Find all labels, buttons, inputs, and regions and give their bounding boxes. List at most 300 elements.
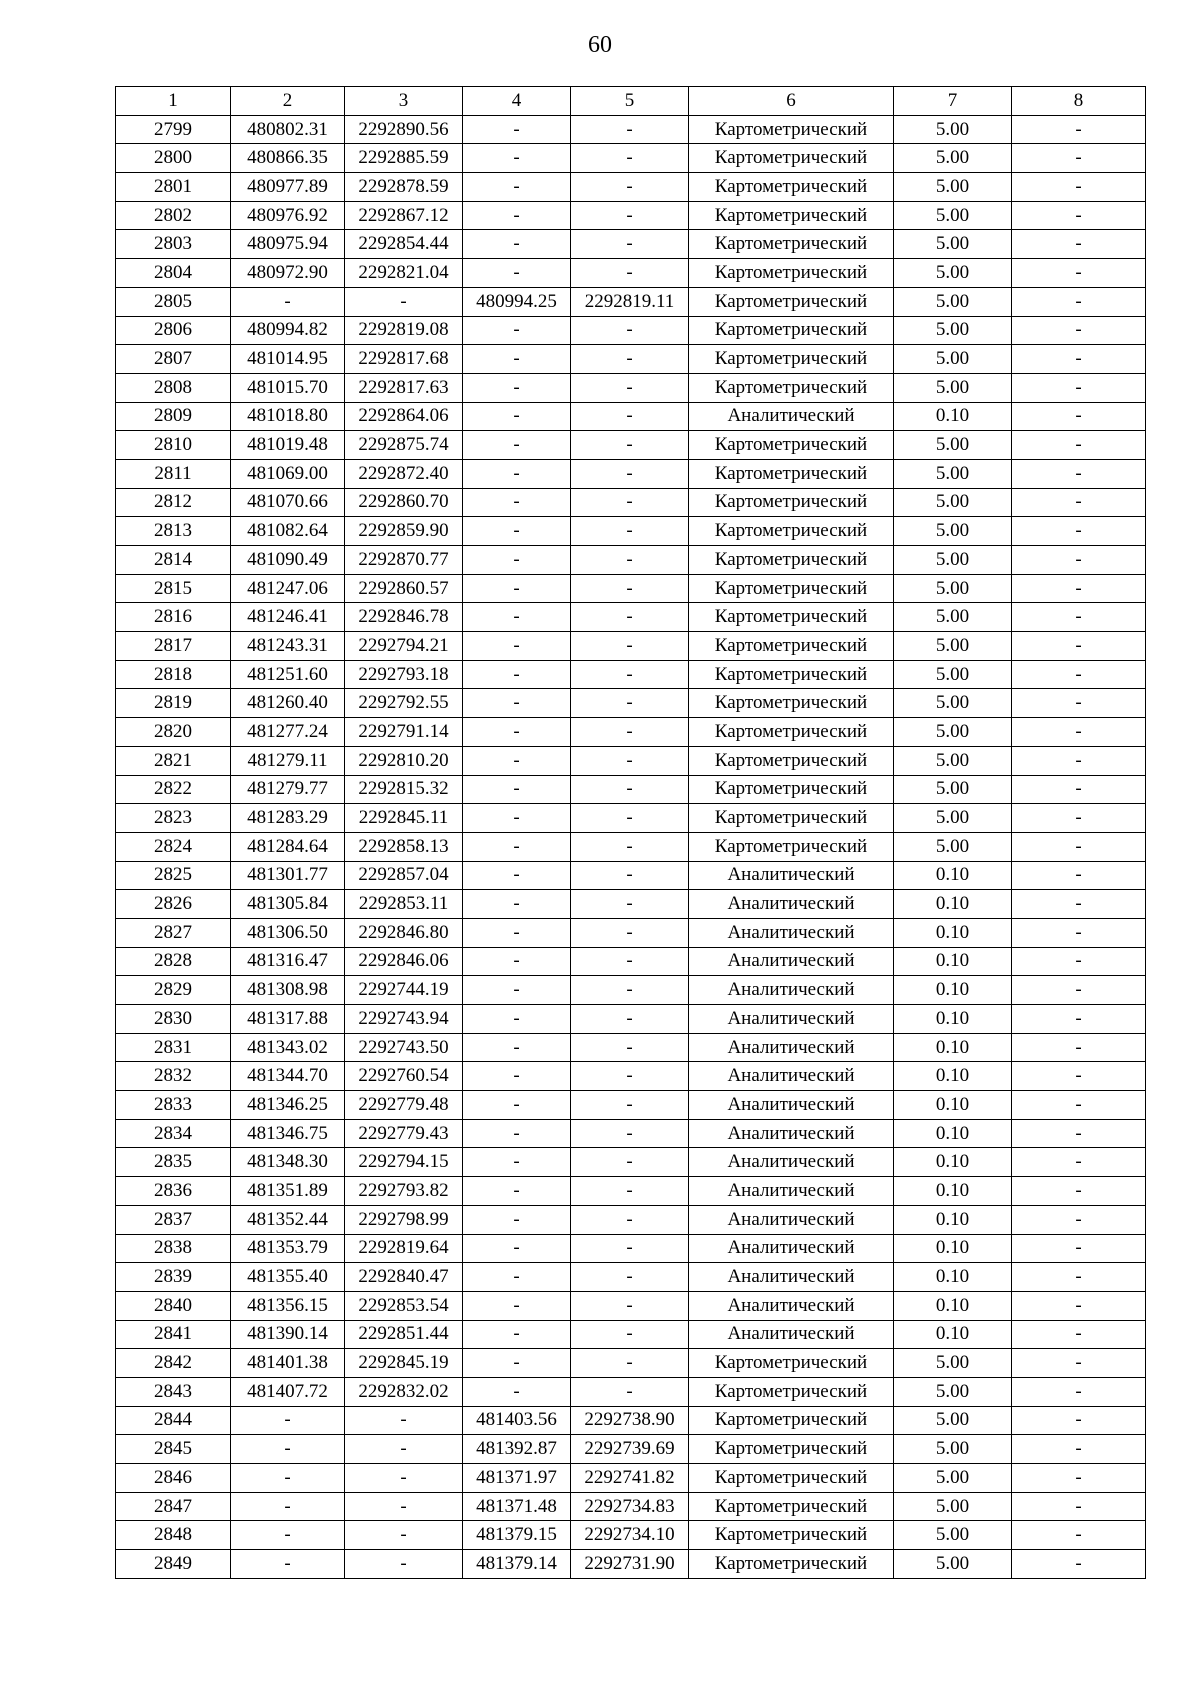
table-cell: 5.00 <box>894 603 1012 632</box>
table-cell: 2816 <box>116 603 231 632</box>
table-row <box>116 660 1146 689</box>
table-cell: - <box>1012 1062 1146 1091</box>
table-cell: - <box>231 1492 345 1521</box>
table-row <box>116 402 1146 431</box>
table-cell: 2292853.54 <box>345 1291 463 1320</box>
table-cell: - <box>463 574 571 603</box>
table-cell: 2837 <box>116 1205 231 1234</box>
table-cell: 2808 <box>116 373 231 402</box>
table-cell: 2822 <box>116 775 231 804</box>
table-row <box>116 1521 1146 1550</box>
table-cell: 2805 <box>116 287 231 316</box>
table-cell: 2292793.82 <box>345 1177 463 1206</box>
table-cell: 2292860.57 <box>345 574 463 603</box>
table-cell: - <box>463 832 571 861</box>
table-cell: 2838 <box>116 1234 231 1263</box>
table-cell: Картометрический <box>689 488 894 517</box>
table-cell: - <box>571 689 689 718</box>
table-cell: Картометрический <box>689 775 894 804</box>
table-cell: - <box>1012 1234 1146 1263</box>
table-cell: 5.00 <box>894 517 1012 546</box>
table-cell: - <box>571 775 689 804</box>
table-cell: 2809 <box>116 402 231 431</box>
table-cell: - <box>1012 546 1146 575</box>
table-cell: 2803 <box>116 230 231 259</box>
table-cell: 2292872.40 <box>345 459 463 488</box>
table-cell: Картометрический <box>689 287 894 316</box>
table-cell: 481246.41 <box>231 603 345 632</box>
table-cell: Картометрический <box>689 1464 894 1493</box>
table-cell: - <box>1012 861 1146 890</box>
table-row <box>116 488 1146 517</box>
table-cell: - <box>463 1177 571 1206</box>
table-cell: Картометрический <box>689 1521 894 1550</box>
table-cell: 481355.40 <box>231 1263 345 1292</box>
table-cell: Аналитический <box>689 1005 894 1034</box>
table-cell: - <box>571 144 689 173</box>
table-cell: 2292864.06 <box>345 402 463 431</box>
table-row <box>116 947 1146 976</box>
table-cell: - <box>571 1291 689 1320</box>
table-row <box>116 1291 1146 1320</box>
table-cell: - <box>1012 1177 1146 1206</box>
table-row <box>116 1435 1146 1464</box>
table-cell: - <box>1012 1033 1146 1062</box>
table-cell: - <box>1012 1091 1146 1120</box>
table-cell: 481015.70 <box>231 373 345 402</box>
table-cell: - <box>571 402 689 431</box>
table-cell: Картометрический <box>689 201 894 230</box>
table-cell: - <box>1012 1435 1146 1464</box>
table-cell: - <box>1012 230 1146 259</box>
table-row <box>116 144 1146 173</box>
table-cell: 2834 <box>116 1119 231 1148</box>
table-cell: 2807 <box>116 345 231 374</box>
table-cell: - <box>1012 1005 1146 1034</box>
table-cell: - <box>571 517 689 546</box>
table-cell: - <box>571 1234 689 1263</box>
table-cell: 480972.90 <box>231 259 345 288</box>
table-cell: - <box>571 259 689 288</box>
table-cell: 2292854.44 <box>345 230 463 259</box>
table-cell: - <box>571 861 689 890</box>
table-cell: - <box>571 1091 689 1120</box>
table-row <box>116 546 1146 575</box>
table-cell: - <box>571 1177 689 1206</box>
table-cell: Картометрический <box>689 459 894 488</box>
table-cell: 5.00 <box>894 1550 1012 1579</box>
table-cell: - <box>1012 1205 1146 1234</box>
table-cell: 2292832.02 <box>345 1377 463 1406</box>
table-cell: 2292760.54 <box>345 1062 463 1091</box>
table-cell: Аналитический <box>689 1091 894 1120</box>
table-cell: 481090.49 <box>231 546 345 575</box>
table-cell: - <box>463 804 571 833</box>
table-cell: 2835 <box>116 1148 231 1177</box>
table-cell: 0.10 <box>894 1177 1012 1206</box>
table-cell: 5.00 <box>894 632 1012 661</box>
table-cell: Картометрический <box>689 603 894 632</box>
table-cell: Картометрический <box>689 660 894 689</box>
table-cell: Аналитический <box>689 918 894 947</box>
table-cell: 2292793.18 <box>345 660 463 689</box>
table-cell: 2825 <box>116 861 231 890</box>
table-cell: 5.00 <box>894 1406 1012 1435</box>
table-cell: - <box>463 345 571 374</box>
table-cell: 480975.94 <box>231 230 345 259</box>
table-row <box>116 1464 1146 1493</box>
table-cell: - <box>571 1205 689 1234</box>
table-cell: 2292875.74 <box>345 431 463 460</box>
table-cell: - <box>231 1464 345 1493</box>
table-row <box>116 861 1146 890</box>
table-row <box>116 431 1146 460</box>
table-cell: - <box>463 1377 571 1406</box>
table-cell: 0.10 <box>894 1205 1012 1234</box>
table-cell: - <box>1012 574 1146 603</box>
table-cell: - <box>463 775 571 804</box>
table-cell: 2292840.47 <box>345 1263 463 1292</box>
table-cell: 481371.97 <box>463 1464 571 1493</box>
table-cell: Картометрический <box>689 517 894 546</box>
table-cell: Картометрический <box>689 746 894 775</box>
table-row <box>116 918 1146 947</box>
table-cell: 2836 <box>116 1177 231 1206</box>
table-cell: 0.10 <box>894 861 1012 890</box>
table-cell: 5.00 <box>894 804 1012 833</box>
column-header: 8 <box>1012 87 1146 116</box>
table-cell: Картометрический <box>689 804 894 833</box>
table-cell: Картометрический <box>689 373 894 402</box>
table-cell: - <box>345 1550 463 1579</box>
table-cell: Картометрический <box>689 1377 894 1406</box>
table-cell: - <box>571 316 689 345</box>
table-row <box>116 230 1146 259</box>
table-cell: Картометрический <box>689 718 894 747</box>
table-row <box>116 1377 1146 1406</box>
table-cell: - <box>345 1521 463 1550</box>
table-row <box>116 1492 1146 1521</box>
table-cell: - <box>571 488 689 517</box>
table-cell: 481306.50 <box>231 918 345 947</box>
table-cell: - <box>1012 144 1146 173</box>
table-cell: Картометрический <box>689 144 894 173</box>
table-cell: 2828 <box>116 947 231 976</box>
table-cell: 481401.38 <box>231 1349 345 1378</box>
column-header: 4 <box>463 87 571 116</box>
table-cell: - <box>1012 1349 1146 1378</box>
table-cell: - <box>463 1005 571 1034</box>
table-cell: 5.00 <box>894 259 1012 288</box>
table-cell: 481243.31 <box>231 632 345 661</box>
table-cell: 2292794.15 <box>345 1148 463 1177</box>
table-cell: 5.00 <box>894 775 1012 804</box>
table-cell: - <box>463 115 571 144</box>
table-cell: 0.10 <box>894 1320 1012 1349</box>
column-header: 1 <box>116 87 231 116</box>
table-row <box>116 603 1146 632</box>
table-cell: Картометрический <box>689 1349 894 1378</box>
table-cell: - <box>463 890 571 919</box>
table-row <box>116 316 1146 345</box>
table-cell: 481346.25 <box>231 1091 345 1120</box>
table-cell: - <box>1012 918 1146 947</box>
table-row <box>116 287 1146 316</box>
table-cell: 481403.56 <box>463 1406 571 1435</box>
table-cell: 481348.30 <box>231 1148 345 1177</box>
table-cell: - <box>463 746 571 775</box>
table-row <box>116 1320 1146 1349</box>
table-cell: 5.00 <box>894 1377 1012 1406</box>
table-cell: 2292845.11 <box>345 804 463 833</box>
table-cell: 481070.66 <box>231 488 345 517</box>
table-cell: - <box>1012 603 1146 632</box>
table-cell: 2848 <box>116 1521 231 1550</box>
table-cell: 2292859.90 <box>345 517 463 546</box>
table-cell: 2292819.08 <box>345 316 463 345</box>
table-cell: Картометрический <box>689 574 894 603</box>
table-cell: - <box>1012 775 1146 804</box>
table-cell: 0.10 <box>894 1291 1012 1320</box>
table-cell: - <box>571 1263 689 1292</box>
table-row <box>116 517 1146 546</box>
table-cell: 2292819.64 <box>345 1234 463 1263</box>
table-cell: 481353.79 <box>231 1234 345 1263</box>
table-cell: - <box>571 632 689 661</box>
table-row <box>116 746 1146 775</box>
table-cell: 2292817.68 <box>345 345 463 374</box>
table-cell: 5.00 <box>894 1492 1012 1521</box>
table-cell: - <box>463 1291 571 1320</box>
table-cell: 0.10 <box>894 890 1012 919</box>
table-cell: Картометрический <box>689 173 894 202</box>
table-cell: - <box>463 689 571 718</box>
table-cell: Аналитический <box>689 1177 894 1206</box>
table-cell: 5.00 <box>894 316 1012 345</box>
table-cell: 2849 <box>116 1550 231 1579</box>
table-cell: 2815 <box>116 574 231 603</box>
table-cell: 481356.15 <box>231 1291 345 1320</box>
table-cell: - <box>463 402 571 431</box>
table-cell: 481390.14 <box>231 1320 345 1349</box>
table-cell: - <box>231 287 345 316</box>
table-cell: 5.00 <box>894 546 1012 575</box>
table-cell: Картометрический <box>689 316 894 345</box>
table-cell: 2292846.80 <box>345 918 463 947</box>
column-header: 2 <box>231 87 345 116</box>
table-cell: 2821 <box>116 746 231 775</box>
table-cell: - <box>463 1091 571 1120</box>
table-cell: - <box>463 546 571 575</box>
table-cell: 481392.87 <box>463 1435 571 1464</box>
table-cell: 481277.24 <box>231 718 345 747</box>
table-cell: 2823 <box>116 804 231 833</box>
table-cell: 2292860.70 <box>345 488 463 517</box>
table-cell: 2292819.11 <box>571 287 689 316</box>
table-cell: - <box>571 832 689 861</box>
table-cell: - <box>463 718 571 747</box>
table-cell: 2292870.77 <box>345 546 463 575</box>
table-cell: - <box>463 488 571 517</box>
header-row <box>116 87 1146 116</box>
table-cell: 2292851.44 <box>345 1320 463 1349</box>
table-cell: 481082.64 <box>231 517 345 546</box>
table-cell: 2833 <box>116 1091 231 1120</box>
table-cell: - <box>1012 517 1146 546</box>
table-cell: - <box>1012 1291 1146 1320</box>
table-cell: - <box>463 173 571 202</box>
table-cell: - <box>231 1521 345 1550</box>
table-cell: Аналитический <box>689 1148 894 1177</box>
table-cell: 481069.00 <box>231 459 345 488</box>
table-cell: 481308.98 <box>231 976 345 1005</box>
column-header: 6 <box>689 87 894 116</box>
table-cell: - <box>463 861 571 890</box>
table-cell: 0.10 <box>894 1091 1012 1120</box>
table-cell: - <box>1012 1119 1146 1148</box>
table-cell: - <box>463 1062 571 1091</box>
table-cell: 2292810.20 <box>345 746 463 775</box>
table-cell: - <box>1012 459 1146 488</box>
table-cell: - <box>1012 976 1146 1005</box>
table-cell: 2292744.19 <box>345 976 463 1005</box>
table-cell: Аналитический <box>689 890 894 919</box>
table-cell: - <box>571 976 689 1005</box>
table-cell: Аналитический <box>689 1234 894 1263</box>
table-cell: - <box>571 345 689 374</box>
table-cell: - <box>571 1033 689 1062</box>
table-cell: Картометрический <box>689 230 894 259</box>
table-cell: - <box>463 259 571 288</box>
table-cell: 2292846.06 <box>345 947 463 976</box>
table-cell: 2292817.63 <box>345 373 463 402</box>
table-cell: 2292846.78 <box>345 603 463 632</box>
table-cell: - <box>571 1062 689 1091</box>
table-cell: - <box>1012 373 1146 402</box>
table-cell: Аналитический <box>689 976 894 1005</box>
table-cell: 480994.25 <box>463 287 571 316</box>
table-cell: - <box>1012 689 1146 718</box>
table-row <box>116 804 1146 833</box>
table-cell: - <box>463 431 571 460</box>
table-cell: - <box>463 1148 571 1177</box>
table-cell: 481407.72 <box>231 1377 345 1406</box>
table-cell: - <box>463 201 571 230</box>
table-cell: - <box>1012 287 1146 316</box>
table-cell: 481346.75 <box>231 1119 345 1148</box>
table-row <box>116 775 1146 804</box>
table-cell: 2292794.21 <box>345 632 463 661</box>
table-cell: - <box>1012 345 1146 374</box>
table-row <box>116 1091 1146 1120</box>
table-cell: 481247.06 <box>231 574 345 603</box>
table-cell: 2292741.82 <box>571 1464 689 1493</box>
table-cell: 5.00 <box>894 230 1012 259</box>
table-cell: - <box>1012 947 1146 976</box>
table-cell: 481014.95 <box>231 345 345 374</box>
table-row <box>116 574 1146 603</box>
table-cell: 2830 <box>116 1005 231 1034</box>
table-cell: 5.00 <box>894 832 1012 861</box>
table-cell: 5.00 <box>894 660 1012 689</box>
table-cell: 5.00 <box>894 287 1012 316</box>
table-cell: Картометрический <box>689 1406 894 1435</box>
table-cell: Картометрический <box>689 1492 894 1521</box>
table-cell: - <box>463 230 571 259</box>
table-cell: - <box>345 1464 463 1493</box>
table-row <box>116 345 1146 374</box>
table-cell: - <box>463 1263 571 1292</box>
table-cell: - <box>1012 660 1146 689</box>
page-number: 60 <box>588 32 612 58</box>
table-cell: 0.10 <box>894 402 1012 431</box>
table-cell: - <box>1012 1464 1146 1493</box>
table-cell: - <box>463 316 571 345</box>
table-cell: 2801 <box>116 173 231 202</box>
table-cell: - <box>571 574 689 603</box>
table-cell: Аналитический <box>689 1291 894 1320</box>
table-cell: Аналитический <box>689 1205 894 1234</box>
table-cell: 5.00 <box>894 1349 1012 1378</box>
table-cell: 5.00 <box>894 574 1012 603</box>
table-cell: - <box>1012 201 1146 230</box>
table-cell: - <box>463 660 571 689</box>
table-cell: 2818 <box>116 660 231 689</box>
table-row <box>116 1033 1146 1062</box>
table-cell: 481260.40 <box>231 689 345 718</box>
table-cell: - <box>463 976 571 1005</box>
table-cell: - <box>1012 804 1146 833</box>
table-cell: 2292845.19 <box>345 1349 463 1378</box>
table-cell: 2292815.32 <box>345 775 463 804</box>
table-cell: - <box>571 1148 689 1177</box>
table-cell: 481316.47 <box>231 947 345 976</box>
table-cell: 5.00 <box>894 115 1012 144</box>
table-cell: 0.10 <box>894 1062 1012 1091</box>
table-cell: 2292743.94 <box>345 1005 463 1034</box>
table-cell: - <box>463 517 571 546</box>
table-cell: 2846 <box>116 1464 231 1493</box>
table-cell: 0.10 <box>894 1119 1012 1148</box>
table-row <box>116 1177 1146 1206</box>
table-cell: 0.10 <box>894 918 1012 947</box>
table-cell: - <box>463 1119 571 1148</box>
table-row <box>116 115 1146 144</box>
table-cell: - <box>463 1234 571 1263</box>
table-cell: - <box>1012 259 1146 288</box>
table-cell: 2831 <box>116 1033 231 1062</box>
table-cell: 2829 <box>116 976 231 1005</box>
table-row <box>116 632 1146 661</box>
table-cell: 481379.15 <box>463 1521 571 1550</box>
table-cell: - <box>571 1005 689 1034</box>
table-cell: 2292743.50 <box>345 1033 463 1062</box>
table-cell: - <box>1012 632 1146 661</box>
table-cell: 481279.11 <box>231 746 345 775</box>
table-cell: - <box>345 287 463 316</box>
table-cell: 2802 <box>116 201 231 230</box>
table-cell: - <box>571 947 689 976</box>
table-cell: 5.00 <box>894 746 1012 775</box>
table-cell: 2292739.69 <box>571 1435 689 1464</box>
table-cell: 5.00 <box>894 1521 1012 1550</box>
table-cell: - <box>571 230 689 259</box>
table-cell: 2292734.10 <box>571 1521 689 1550</box>
table-cell: 2814 <box>116 546 231 575</box>
table-cell: 2292779.43 <box>345 1119 463 1148</box>
table-cell: - <box>1012 746 1146 775</box>
table-cell: - <box>1012 1377 1146 1406</box>
